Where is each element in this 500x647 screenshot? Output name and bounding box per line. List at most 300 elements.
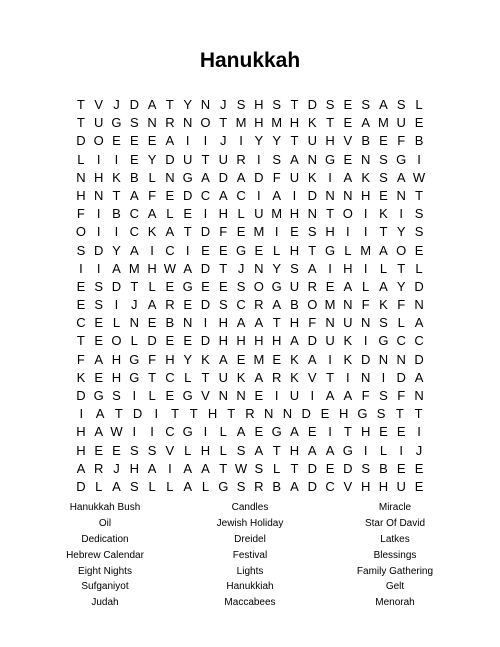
grid-letter: U [289, 278, 300, 294]
grid-row [72, 332, 428, 350]
grid-letter: V [165, 442, 175, 458]
grid-row [72, 223, 428, 241]
grid-letter: D [307, 478, 317, 494]
word-list-item: Hanukkiah [226, 581, 274, 593]
grid-letter: K [307, 169, 317, 185]
grid-letter: V [201, 388, 210, 403]
grid-letter: T [219, 260, 228, 276]
grid-row [72, 278, 428, 296]
grid-letter: E [307, 424, 317, 440]
grid-letter: U [289, 388, 300, 403]
grid-letter: I [185, 242, 190, 258]
grid-letter: T [201, 151, 210, 167]
grid-letter: N [254, 260, 264, 276]
grid-letter: L [273, 460, 281, 476]
grid-letter: F [397, 297, 406, 313]
grid-letter: A [254, 315, 264, 331]
grid-letter: S [129, 442, 139, 458]
grid-letter: S [396, 97, 406, 112]
grid-letter: H [289, 115, 300, 131]
grid-letter: E [218, 242, 228, 258]
grid-letter: S [272, 97, 281, 112]
grid-letter: D [200, 333, 211, 349]
grid-letter: S [218, 297, 228, 313]
grid-letter: A [129, 187, 139, 203]
grid-letter: E [414, 242, 424, 258]
grid-letter: A [112, 478, 121, 494]
grid-letter: T [272, 315, 281, 331]
grid-letter: N [307, 151, 317, 167]
grid-letter: I [363, 260, 368, 276]
grid-letter: E [343, 115, 353, 131]
grid-letter: H [343, 260, 353, 276]
grid-letter: A [236, 424, 246, 440]
grid-letter: I [154, 406, 159, 422]
grid-letter: N [343, 297, 353, 313]
grid-letter: O [342, 206, 353, 222]
grid-letter: L [415, 260, 423, 276]
grid-letter: D [414, 351, 424, 367]
grid-letter: L [112, 315, 121, 331]
grid-letter: A [361, 115, 370, 131]
grid-letter: H [94, 169, 104, 185]
grid-letter: O [200, 115, 211, 131]
grid-letter: V [343, 478, 353, 494]
grid-letter: H [254, 97, 264, 112]
grid-letter: A [147, 460, 157, 476]
grid-letter: Y [272, 260, 281, 276]
grid-letter: B [414, 133, 424, 149]
grid-letter: T [290, 97, 299, 112]
grid-letter: I [363, 333, 368, 349]
grid-letter: F [272, 169, 281, 185]
grid-letter: I [257, 151, 261, 167]
grid-letter: A [325, 388, 335, 403]
grid-letter: U [343, 315, 353, 331]
grid-letter: H [254, 115, 264, 131]
grid-letter: N [182, 315, 193, 331]
grid-letter: H [360, 424, 371, 440]
grid-row [72, 314, 428, 332]
grid-letter: D [343, 460, 353, 476]
grid-letter: U [325, 333, 335, 349]
grid-letter: H [218, 206, 228, 222]
grid-letter: A [201, 169, 210, 185]
grid-letter: G [342, 442, 353, 458]
grid-letter: K [379, 206, 388, 222]
grid-letter: E [414, 460, 424, 476]
grid-letter: N [129, 315, 139, 331]
grid-letter: O [253, 278, 264, 294]
grid-row [72, 478, 428, 496]
grid-letter: C [165, 242, 175, 258]
grid-letter: I [399, 442, 404, 458]
grid-letter: H [236, 333, 246, 349]
grid-letter: T [326, 206, 335, 222]
grid-letter: A [94, 351, 104, 367]
grid-letter: A [254, 369, 264, 385]
grid-letter: L [415, 97, 423, 112]
grid-letter: I [328, 169, 332, 185]
grid-letter: I [417, 151, 421, 167]
letter-grid [72, 96, 428, 496]
grid-letter: A [290, 424, 299, 440]
grid-letter: I [274, 224, 279, 240]
grid-letter: R [271, 369, 282, 385]
grid-letter: J [131, 297, 138, 313]
grid-letter: R [165, 297, 175, 313]
grid-letter: C [200, 187, 211, 203]
grid-letter: T [290, 460, 299, 476]
grid-letter: V [94, 97, 104, 112]
grid-letter: K [307, 115, 317, 131]
grid-letter: L [130, 333, 138, 349]
grid-letter: T [219, 460, 228, 476]
grid-letter: F [361, 388, 370, 403]
grid-letter: T [148, 369, 157, 385]
grid-letter: E [254, 242, 264, 258]
grid-letter: H [271, 333, 282, 349]
grid-letter: S [94, 278, 104, 294]
grid-letter: N [360, 315, 371, 331]
grid-letter: H [325, 224, 335, 240]
puzzle-title: Hanukkah [199, 49, 301, 72]
grid-letter: Y [396, 224, 406, 240]
grid-letter: K [343, 351, 353, 367]
grid-letter: D [414, 278, 424, 294]
grid-letter: D [147, 333, 157, 349]
grid-letter: E [165, 333, 175, 349]
grid-letter: G [271, 424, 282, 440]
grid-letter: E [147, 315, 157, 331]
grid-letter: K [361, 169, 370, 185]
grid-letter: I [346, 224, 350, 240]
grid-row [72, 151, 428, 169]
grid-letter: L [148, 278, 156, 294]
grid-letter: G [182, 278, 193, 294]
grid-letter: E [165, 278, 175, 294]
grid-letter: T [326, 369, 335, 385]
grid-letter: E [76, 278, 86, 294]
grid-letter: N [200, 97, 211, 112]
grid-letter: I [381, 369, 386, 385]
grid-letter: S [379, 315, 388, 331]
grid-letter: E [325, 278, 335, 294]
grid-letter: A [147, 297, 157, 313]
grid-letter: A [325, 442, 335, 458]
grid-letter: E [218, 278, 228, 294]
grid-letter: U [396, 115, 406, 131]
word-list-item: Family Gathering [356, 565, 434, 577]
word-list-item: Blessings [373, 549, 417, 561]
grid-letter: F [308, 315, 317, 331]
grid-letter: M [271, 206, 283, 222]
grid-letter: L [397, 315, 405, 331]
grid-row [72, 296, 428, 314]
grid-letter: D [94, 242, 104, 258]
grid-letter: E [183, 333, 193, 349]
grid-letter: Y [396, 278, 406, 294]
grid-letter: G [396, 151, 407, 167]
grid-letter: G [324, 151, 336, 167]
grid-letter: T [326, 115, 335, 131]
grid-letter: T [308, 242, 317, 258]
grid-letter: L [237, 206, 245, 222]
grid-letter: I [328, 424, 332, 440]
grid-letter: C [325, 478, 335, 494]
grid-letter: A [343, 169, 353, 185]
grid-letter: A [307, 260, 317, 276]
grid-letter: S [129, 115, 139, 131]
grid-letter: R [254, 478, 264, 494]
grid-letter: A [183, 460, 193, 476]
grid-letter: O [75, 224, 86, 240]
grid-row [72, 169, 428, 187]
grid-letter: E [165, 187, 175, 203]
grid-letter: E [325, 460, 335, 476]
grid-letter: V [307, 369, 317, 385]
grid-letter: E [396, 424, 406, 440]
grid-letter: A [272, 297, 281, 313]
grid-letter: S [379, 169, 388, 185]
grid-letter: T [379, 224, 388, 240]
grid-letter: J [237, 260, 245, 276]
grid-letter: E [201, 278, 210, 294]
grid-letter: G [236, 242, 247, 258]
grid-letter: N [360, 151, 371, 167]
grid-letter: S [290, 260, 299, 276]
grid-letter: D [200, 224, 211, 240]
grid-letter: G [111, 115, 122, 131]
grid-letter: A [290, 151, 299, 167]
grid-letter: T [414, 406, 423, 422]
grid-letter: E [379, 133, 388, 149]
grid-row [72, 132, 428, 150]
grid-letter: B [129, 169, 139, 185]
grid-letter: S [379, 388, 388, 403]
grid-row [72, 242, 428, 260]
grid-letter: S [94, 297, 104, 313]
word-list-item: Lights [236, 565, 264, 577]
grid-letter: E [112, 442, 121, 458]
grid-row [72, 405, 428, 423]
grid-letter: N [76, 169, 86, 185]
grid-letter: I [203, 424, 208, 440]
word-list-item: Hebrew Calendar [66, 549, 144, 561]
grid-letter: M [235, 115, 247, 131]
grid-letter: N [325, 187, 335, 203]
grid-letter: A [201, 460, 210, 476]
word-list-item: Star Of David [364, 517, 426, 529]
grid-letter: C [129, 206, 139, 222]
grid-letter: M [378, 115, 389, 131]
grid-letter: M [253, 224, 265, 240]
grid-letter: E [183, 206, 193, 222]
grid-letter: N [165, 169, 175, 185]
grid-letter: F [76, 351, 85, 367]
grid-letter: T [183, 224, 192, 240]
grid-letter: E [94, 442, 104, 458]
grid-letter: G [93, 388, 104, 403]
grid-letter: H [218, 315, 228, 331]
grid-letter: I [257, 187, 261, 203]
grid-letter: I [346, 369, 350, 385]
grid-letter: C [76, 315, 86, 331]
grid-letter: I [274, 388, 279, 403]
grid-row [72, 369, 428, 387]
grid-letter: I [150, 424, 154, 440]
grid-letter: S [76, 242, 86, 258]
grid-letter: N [414, 388, 424, 403]
grid-letter: N [307, 206, 317, 222]
grid-letter: T [76, 333, 85, 349]
grid-letter: E [254, 388, 264, 403]
grid-letter: S [414, 206, 424, 222]
grid-letter: E [343, 97, 353, 112]
grid-letter: A [165, 224, 175, 240]
grid-letter: T [343, 424, 352, 440]
word-list-item: Judah [91, 597, 119, 609]
grid-letter: K [290, 351, 299, 367]
grid-letter: D [200, 260, 211, 276]
grid-letter: L [344, 242, 352, 258]
word-list-item: Festival [232, 549, 268, 561]
grid-letter: I [185, 133, 190, 149]
grid-letter: M [271, 115, 283, 131]
grid-letter: A [343, 278, 353, 294]
grid-letter: N [343, 187, 353, 203]
grid-letter: G [182, 388, 193, 403]
grid-letter: N [414, 297, 424, 313]
grid-letter: F [76, 206, 85, 222]
grid-letter: H [254, 333, 264, 349]
grid-letter: J [113, 460, 120, 476]
grid-letter: A [414, 315, 424, 331]
grid-letter: I [292, 187, 297, 203]
grid-row [72, 205, 428, 223]
grid-letter: S [361, 97, 370, 112]
grid-row [72, 260, 428, 278]
grid-letter: H [360, 187, 371, 203]
grid-letter: U [94, 115, 104, 131]
grid-letter: L [148, 478, 156, 494]
grid-letter: Y [183, 97, 193, 112]
grid-letter: D [76, 478, 86, 494]
grid-letter: E [414, 478, 424, 494]
grid-letter: E [129, 151, 139, 167]
grid-letter: U [396, 478, 406, 494]
grid-letter: E [290, 224, 299, 240]
grid-letter: I [79, 406, 84, 422]
grid-letter: L [148, 169, 156, 185]
grid-letter: T [395, 406, 404, 422]
grid-letter: H [147, 260, 157, 276]
word-list-item: Candles [231, 502, 269, 513]
grid-letter: E [236, 351, 246, 367]
grid-letter: T [227, 406, 236, 422]
grid-letter: D [307, 333, 317, 349]
grid-letter: A [254, 442, 264, 458]
grid-letter: W [163, 260, 177, 276]
grid-letter: N [147, 115, 157, 131]
grid-letter: I [203, 133, 208, 149]
grid-letter: U [218, 151, 228, 167]
grid-letter: S [236, 97, 246, 112]
grid-letter: K [379, 297, 388, 313]
grid-letter: N [360, 369, 371, 385]
grid-letter: H [378, 478, 389, 494]
grid-letter: K [236, 369, 246, 385]
grid-letter: N [94, 187, 104, 203]
grid-letter: H [218, 333, 228, 349]
grid-letter: N [236, 388, 246, 403]
grid-letter: N [325, 315, 335, 331]
word-list-item: Jewish Holiday [216, 517, 284, 529]
grid-row [72, 114, 428, 132]
grid-letter: B [272, 478, 281, 494]
grid-letter: D [76, 388, 86, 403]
grid-letter: J [220, 97, 227, 112]
grid-letter: C [236, 297, 246, 313]
grid-letter: L [273, 242, 281, 258]
grid-letter: W [234, 460, 248, 476]
grid-letter: H [76, 424, 86, 440]
grid-letter: U [218, 369, 228, 385]
grid-letter: C [165, 369, 175, 385]
grid-letter: A [343, 388, 353, 403]
grid-letter: W [110, 424, 123, 440]
grid-letter: D [301, 406, 311, 422]
word-list-item: Gelt [385, 581, 405, 593]
grid-letter: K [201, 351, 210, 367]
grid-letter: I [132, 388, 137, 403]
grid-letter: O [93, 133, 104, 149]
grid-letter: T [76, 97, 85, 112]
grid-letter: C [396, 333, 406, 349]
word-column [310, 500, 480, 611]
grid-letter: H [207, 406, 218, 422]
grid-letter: I [150, 242, 154, 258]
grid-letter: J [113, 97, 120, 112]
grid-letter: C [414, 333, 424, 349]
grid-letter: S [361, 460, 370, 476]
grid-letter: A [112, 260, 121, 276]
grid-letter: I [417, 424, 421, 440]
grid-letter: E [165, 388, 175, 403]
grid-letter: F [397, 388, 406, 403]
grid-letter: A [218, 351, 228, 367]
grid-letter: N [396, 187, 406, 203]
grid-row [72, 387, 428, 405]
grid-letter: F [148, 351, 157, 367]
grid-letter: D [307, 460, 317, 476]
grid-letter: N [264, 406, 274, 422]
word-list-item: Latkes [380, 533, 410, 545]
grid-letter: A [183, 478, 193, 494]
grid-letter: E [94, 333, 104, 349]
grid-letter: S [379, 151, 388, 167]
grid-letter: D [254, 169, 264, 185]
grid-letter: H [200, 442, 211, 458]
grid-letter: U [182, 151, 193, 167]
grid-letter: E [147, 133, 157, 149]
grid-letter: U [254, 206, 264, 222]
grid-letter: I [399, 206, 404, 222]
grid-letter: M [253, 351, 265, 367]
grid-letter: S [129, 478, 139, 494]
grid-letter: E [94, 315, 104, 331]
grid-letter: H [325, 133, 335, 149]
